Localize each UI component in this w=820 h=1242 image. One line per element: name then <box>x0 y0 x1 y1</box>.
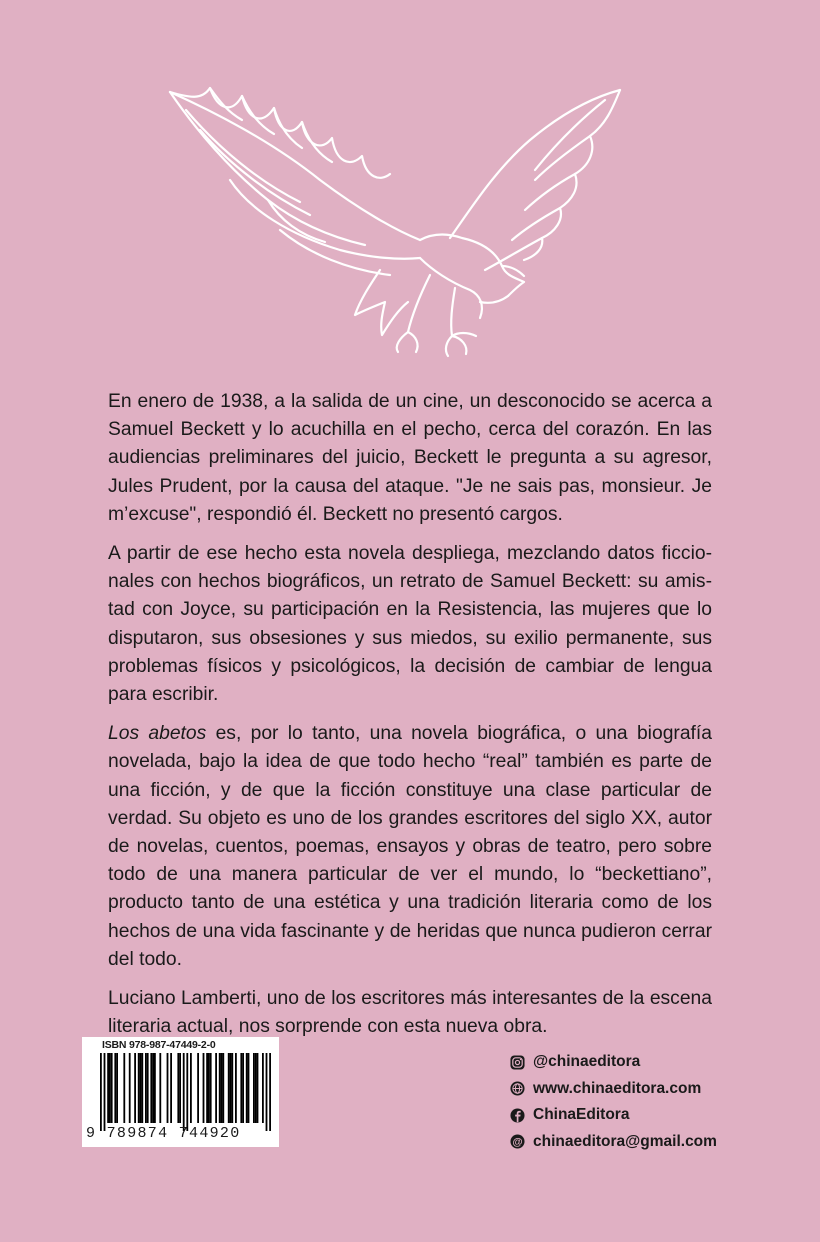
barcode-bar <box>235 1053 237 1123</box>
barcode-bar <box>152 1053 154 1123</box>
barcode-bar <box>197 1053 199 1123</box>
barcode-bar <box>246 1053 248 1123</box>
barcode-bar <box>248 1053 250 1123</box>
barcode-bar <box>179 1053 181 1123</box>
blurb-paragraph-3 <box>108 720 712 974</box>
barcode-bar <box>215 1053 217 1123</box>
svg-text:@: @ <box>511 1137 523 1149</box>
globe-icon <box>509 1081 525 1097</box>
barcode-bar <box>266 1053 268 1131</box>
barcode-bar <box>170 1053 172 1123</box>
barcode-bar <box>190 1053 192 1123</box>
eagle-icon <box>150 70 630 370</box>
barcode-bar <box>255 1053 257 1123</box>
barcode-bar <box>183 1053 185 1131</box>
barcode-bar <box>104 1053 106 1131</box>
barcode-bar <box>109 1053 111 1123</box>
contact-email[interactable] <box>509 1129 717 1156</box>
facebook-icon <box>509 1107 525 1123</box>
contact-instagram-text: @chinaeditora <box>533 1053 641 1071</box>
publisher-contacts <box>509 1049 717 1155</box>
barcode-bar <box>167 1053 169 1123</box>
barcode-bar <box>111 1053 113 1123</box>
contact-website[interactable] <box>509 1076 717 1103</box>
barcode-bar <box>222 1053 224 1123</box>
barcode-bar <box>107 1053 109 1123</box>
barcode-bar <box>114 1053 116 1123</box>
barcode-bar <box>129 1053 131 1123</box>
barcode-bar <box>141 1053 143 1123</box>
barcode-bar <box>228 1053 230 1123</box>
barcode-bar <box>154 1053 156 1123</box>
barcode-bar <box>159 1053 161 1123</box>
instagram-icon <box>509 1054 525 1070</box>
blurb-paragraph-3-text: es, por lo tanto, una novela biográfica, o una biografía novelada, bajo la idea de que todo hecho “real” también es parte de una ficción, y de que la ficción constituye una clase particular de verdad. Su objeto es uno de los grandes escritores del siglo XX, autor de novelas, cuentos, poemas, ensayos y obras de teatro, pero sobre todo de una manera particular de ver el mundo, lo “beckettiano”, producto tanto de una estética y una tradición literaria como de los hechos de una vida fascinante y de heridas que nunca pudieron cerrar del todo. <box>108 723 712 970</box>
contact-website-text: www.chinaeditora.com <box>533 1079 702 1097</box>
barcode-bar <box>123 1053 125 1123</box>
barcode-bar <box>240 1053 242 1123</box>
barcode-bar <box>230 1053 232 1123</box>
barcode-bar <box>206 1053 208 1123</box>
barcode-bar <box>147 1053 149 1123</box>
barcode-bar <box>219 1053 221 1123</box>
barcode-bar <box>186 1053 188 1131</box>
barcode-bar <box>210 1053 212 1123</box>
barcode-bar <box>140 1053 142 1123</box>
barcode-bar <box>203 1053 205 1123</box>
barcode-bar <box>269 1053 271 1131</box>
barcode-bar <box>138 1053 140 1123</box>
blurb-paragraph-4: Luciano Lamberti, uno de los escritores más interesantes de la escena literaria actual, nos sorprende con esta nueva obra. <box>108 988 712 1038</box>
contact-facebook[interactable] <box>509 1102 717 1129</box>
back-cover-blurb <box>108 388 712 1052</box>
at-sign-icon <box>509 1134 525 1150</box>
isbn-label: ISBN 978-987-47449-2-0 <box>102 1039 216 1051</box>
barcode-bar <box>253 1053 255 1123</box>
isbn-digits: 9 789874 744920 <box>86 1125 241 1142</box>
contact-email-text: chinaeditora@gmail.com <box>533 1132 717 1150</box>
blurb-paragraph-2: A partir de ese hecho esta novela despliega, mezclando datos ficcionales con hechos biográficos, un retrato de Samuel Beckett: su amistad con Joyce, su participación en la Resistencia, las mujeres que lo disputaron, sus obsesiones y sus miedos, su exilio permanente, sus problemas físicos y psicológicos, la decisión de cambiar de lengua para escribir. <box>108 543 712 706</box>
barcode-bar <box>208 1053 210 1123</box>
contact-facebook-text: ChinaEditora <box>533 1106 630 1124</box>
barcode-bar <box>150 1053 152 1123</box>
barcode-bar <box>257 1053 259 1123</box>
barcode-bar <box>116 1053 118 1123</box>
blurb-paragraph-1: En enero de 1938, a la salida de un cine, un desconocido se acerca a Samuel Beckett y lo acuchilla en el pecho, cerca del corazón. En las audiencias preliminares del juicio, Beckett le pregunta a su agresor, Jules Prudent, por la causa del ataque. "Je ne sais pas, monsieur. Je m’excuse", respondió él. Beckett no presentó cargos. <box>108 391 712 525</box>
contact-instagram[interactable] <box>509 1049 717 1076</box>
barcode-bar <box>231 1053 233 1123</box>
book-title: Los abetos <box>108 723 207 745</box>
barcode-bar <box>100 1053 102 1131</box>
barcode-bar <box>134 1053 136 1123</box>
barcode-bar <box>242 1053 244 1123</box>
barcode-bar <box>262 1053 264 1123</box>
barcode-bar <box>177 1053 179 1123</box>
barcode-bar <box>145 1053 147 1123</box>
barcode-bar <box>221 1053 223 1123</box>
isbn-barcode <box>82 1037 279 1147</box>
